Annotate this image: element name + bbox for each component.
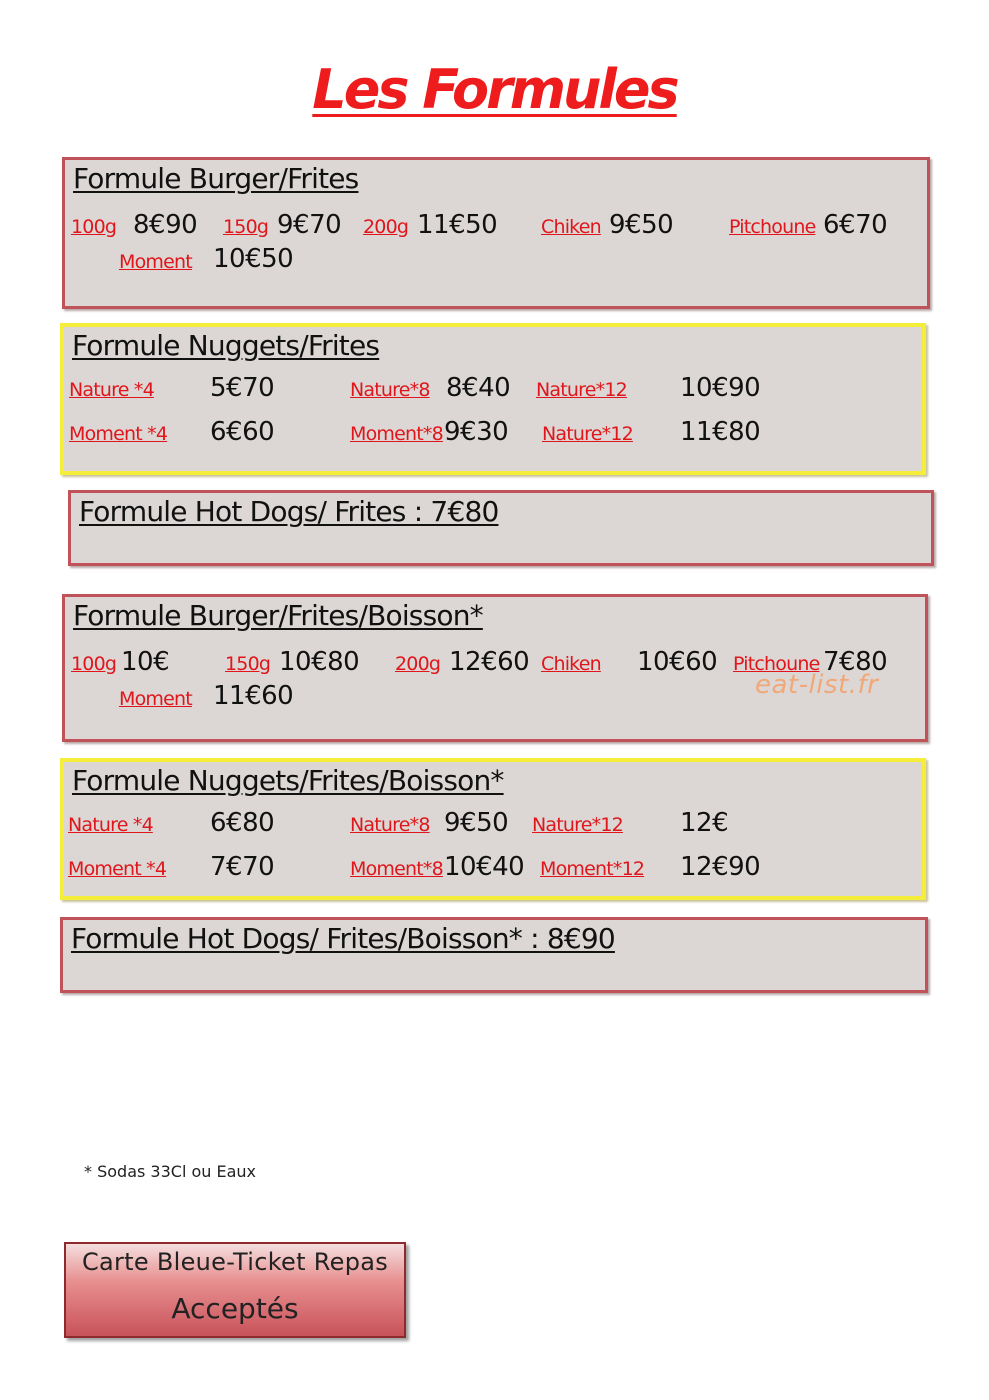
item-label: Pitchoune <box>729 216 816 238</box>
item-price: 11€50 <box>417 210 498 240</box>
box-title: Formule Burger/Frites/Boisson* <box>73 599 483 632</box>
formule-hotdogs-frites-box <box>68 490 934 566</box>
box-title: Formule Burger/Frites <box>73 162 359 195</box>
item-label: Moment *4 <box>68 858 167 880</box>
item-label: Moment <box>119 251 192 273</box>
item-price: 8€90 <box>133 210 198 240</box>
footnote: * Sodas 33Cl ou Eaux <box>84 1162 257 1181</box>
item-label: 200g <box>395 653 441 675</box>
item-price: 11€60 <box>213 681 294 711</box>
item-price: 10€80 <box>279 647 360 677</box>
item-label: 150g <box>223 216 269 238</box>
item-label: 150g <box>225 653 271 675</box>
item-price: 12€ <box>680 808 729 838</box>
item-label: Moment <box>119 688 192 710</box>
payment-accepted: Acceptés <box>171 1292 299 1325</box>
formule-nuggets-frites-boisson-box <box>60 758 926 900</box>
box-title: Formule Hot Dogs/ Frites/Boisson* : 8€90 <box>71 922 615 955</box>
item-price: 8€40 <box>446 373 511 403</box>
formule-burger-frites-box <box>62 157 930 309</box>
item-label: Moment*8 <box>350 858 443 880</box>
box-title: Formule Hot Dogs/ Frites : 7€80 <box>79 495 499 528</box>
item-price: 11€80 <box>680 417 761 447</box>
watermark: eat-list.fr <box>755 670 879 700</box>
item-price: 9€30 <box>444 417 509 447</box>
item-price: 7€70 <box>210 852 275 882</box>
item-label: Nature*8 <box>350 379 430 401</box>
item-price: 9€50 <box>444 808 509 838</box>
payment-methods: Carte Bleue-Ticket Repas <box>81 1248 389 1276</box>
item-label: Nature*12 <box>536 379 627 401</box>
item-label: Nature*12 <box>542 423 633 445</box>
page-title: Les Formules <box>312 58 677 121</box>
item-price: 12€90 <box>680 852 761 882</box>
item-price: 6€70 <box>823 210 888 240</box>
formule-hotdogs-frites-boisson-box <box>60 917 928 993</box>
payment-accepted-banner <box>64 1242 406 1338</box>
item-label: Nature *4 <box>68 814 153 836</box>
item-label: Chiken <box>541 216 601 238</box>
item-label: 100g <box>71 653 117 675</box>
item-label: Moment*12 <box>540 858 645 880</box>
item-label: Nature*12 <box>532 814 623 836</box>
item-price: 12€60 <box>449 647 530 677</box>
item-price: 9€50 <box>609 210 674 240</box>
item-label: Pitchoune <box>733 653 820 675</box>
item-price: 10€40 <box>444 852 525 882</box>
item-price: 10€50 <box>213 244 294 274</box>
item-label: 100g <box>71 216 117 238</box>
item-price: 7€80 <box>823 647 888 677</box>
item-price: 10€ <box>121 647 170 677</box>
item-price: 6€60 <box>210 417 275 447</box>
item-label: Nature*8 <box>350 814 430 836</box>
item-label: Moment *4 <box>69 423 168 445</box>
item-price: 9€70 <box>277 210 342 240</box>
item-label: Moment*8 <box>350 423 443 445</box>
item-label: 200g <box>363 216 409 238</box>
item-label: Chiken <box>541 653 601 675</box>
item-price: 6€80 <box>210 808 275 838</box>
formule-nuggets-frites-box <box>60 323 926 475</box>
item-price: 10€90 <box>680 373 761 403</box>
box-title: Formule Nuggets/Frites <box>72 329 380 362</box>
item-price: 10€60 <box>637 647 718 677</box>
item-label: Nature *4 <box>69 379 154 401</box>
box-title: Formule Nuggets/Frites/Boisson* <box>72 764 504 797</box>
formule-burger-frites-boisson-box <box>62 594 928 742</box>
item-price: 5€70 <box>210 373 275 403</box>
